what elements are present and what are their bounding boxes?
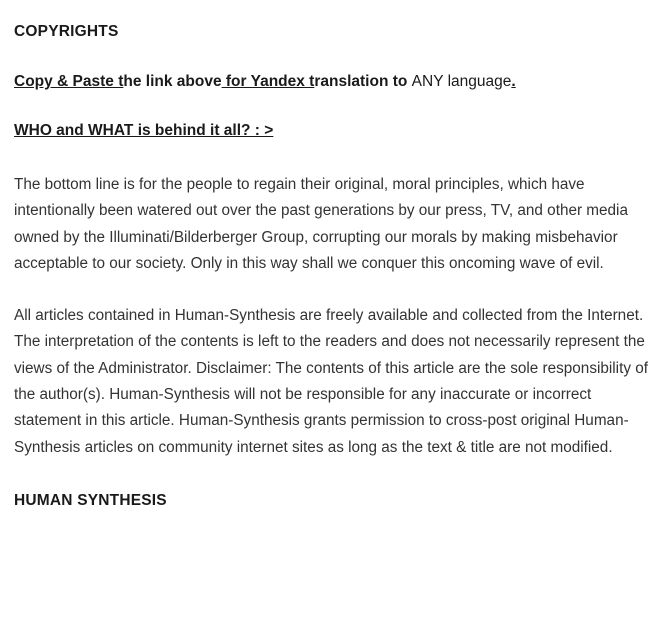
who-and-what-link[interactable]: WHO and WHAT is behind it all? : > [14, 122, 274, 140]
copy-paste-instruction-line [14, 72, 650, 93]
any-language-label: ANY language [411, 73, 512, 91]
copy-paste-label[interactable]: Copy & Paste t [14, 73, 124, 91]
yandex-label[interactable]: for Yandex t [221, 73, 315, 91]
disclaimer-paragraph: All articles contained in Human-Synthesis are freely available and collected from the Internet. The interpretation of the contents is left to the readers and does not necessarily represent the views of the Administrator. Disclaimer: The contents of this article are the sole responsibility of the author(s). Human-Synthesis will not be responsible for any inaccurate or incorrect statement in this article. Human-Synthesis grants permission to cross-post original Human-Synthesis articles on community internet sites as long as the text & title are not modified. [14, 307, 648, 456]
line-period: . [511, 73, 516, 91]
translation-label: ranslation to [314, 73, 412, 91]
copyrights-heading: COPYRIGHTS [14, 23, 119, 40]
human-synthesis-heading: HUMAN SYNTHESIS [14, 491, 167, 509]
link-above-label-a: he link above [123, 73, 222, 91]
bottom-line-paragraph: The bottom line is for the people to regain their original, moral principles, which have intentionally been watered out over the past generations by our press, TV, and other media owned by the Illuminati/Bilderberger Group, corrupting our morals by making misbehavior acceptable to our society. Only in this way shall we conquer this oncoming wave of evil. [14, 175, 628, 272]
